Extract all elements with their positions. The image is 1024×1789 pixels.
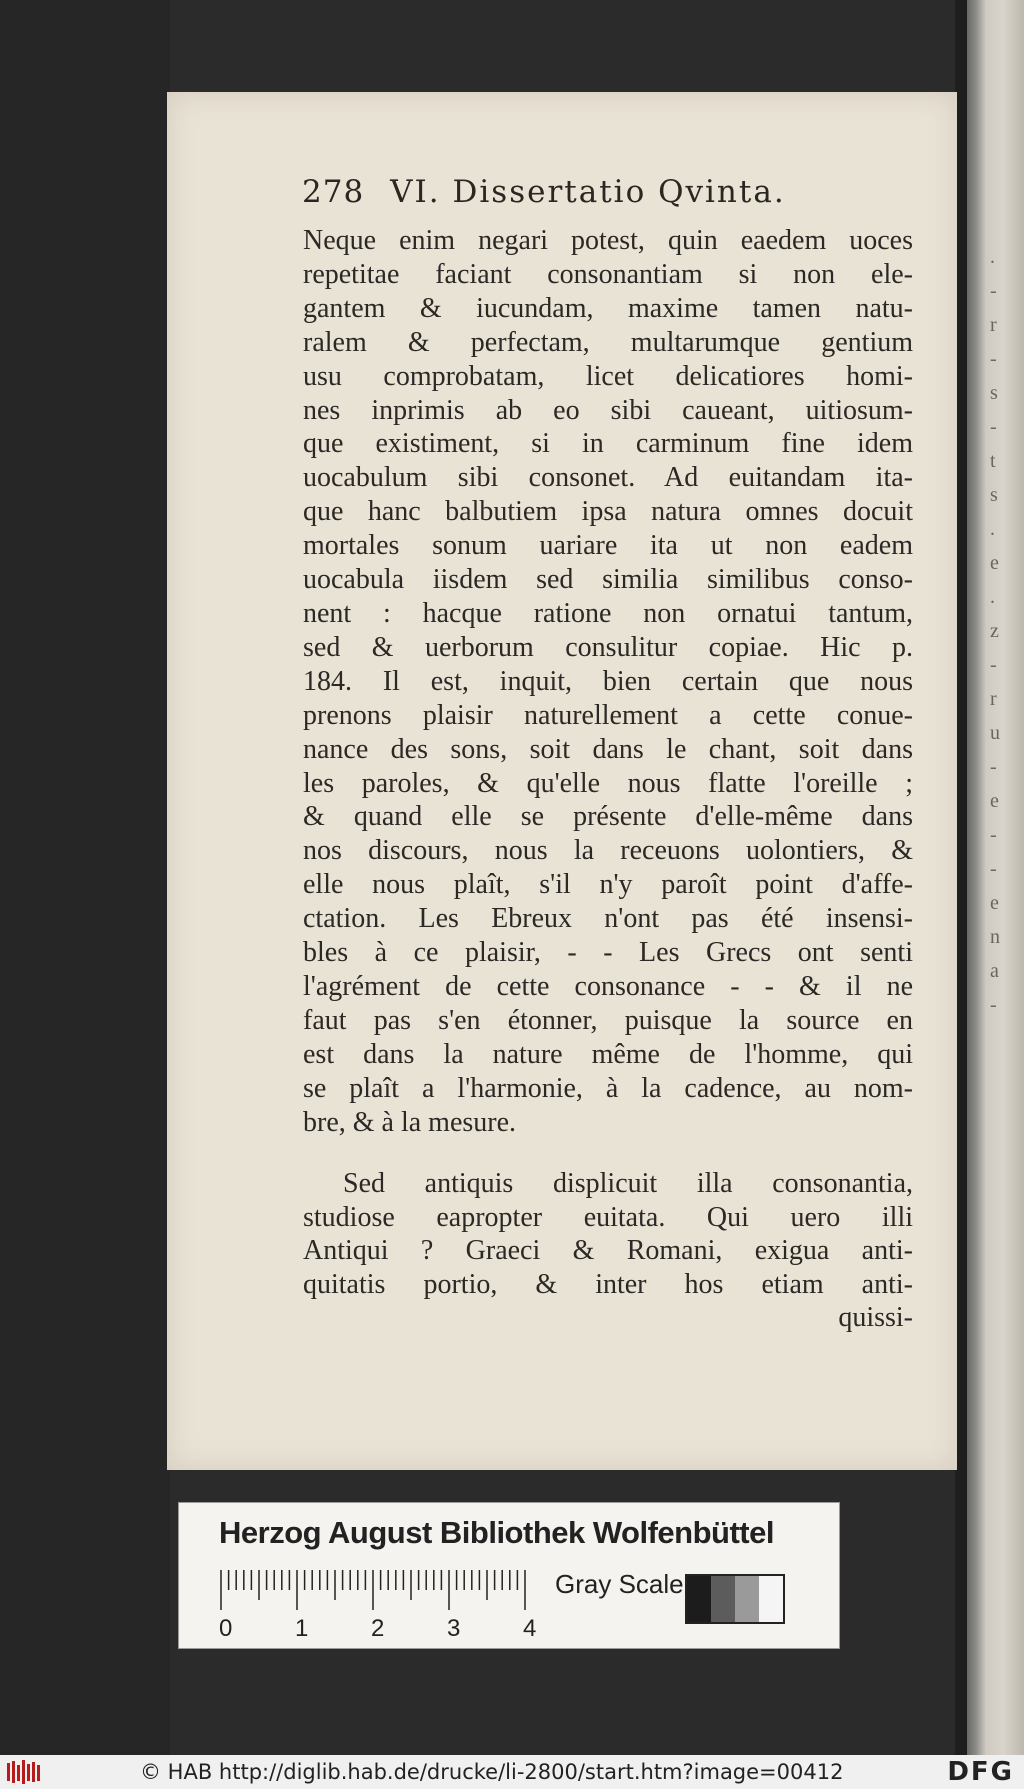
gray-swatch xyxy=(735,1576,759,1622)
ruler-number: 4 xyxy=(523,1615,537,1640)
text-line: se plaît a l'harmonie, à la cadence, au nom- xyxy=(303,1072,913,1104)
text-line: usu comprobatam, licet delicatiores homi- xyxy=(303,360,913,392)
text-line: nos discours, nous la receuons uolontiers, & xyxy=(303,835,913,867)
text-line: repetitae faciant consonantiam si non ele- xyxy=(303,258,913,290)
catchword: quissi- xyxy=(838,1302,913,1334)
text-line: faut pas s'en étonner, puisque la source en xyxy=(303,1004,913,1036)
text-line: uocabula iisdem sed similia similibus conso- xyxy=(303,564,913,596)
paragraph-2 xyxy=(303,1167,913,1335)
running-title: VI. Dissertatio Qvinta. xyxy=(390,174,786,210)
book-page xyxy=(167,92,957,1470)
library-name: Herzog August Bibliothek Wolfenbüttel xyxy=(219,1515,774,1550)
text-line: Antiqui ? Graeci & Romani, exigua anti- xyxy=(303,1235,913,1267)
adjacent-page-text-fragments: . - r - s - t s . e . z - r u - e - - e n a - xyxy=(990,246,1000,1016)
text-line: uocabulum sibi consonet. Ad euitandam ita- xyxy=(303,462,913,494)
running-header xyxy=(302,174,913,210)
text-line: nance des sons, soit dans le chant, soit dans xyxy=(303,733,913,765)
scan-background-left xyxy=(0,0,170,1755)
ruler-number: 3 xyxy=(447,1615,461,1640)
color-calibration-card xyxy=(178,1502,840,1649)
text-line: l'agrément de cette consonance - - & il ne xyxy=(303,970,913,1002)
text-line: que hanc balbutiem ipsa natura omnes docuit xyxy=(303,496,913,528)
text-line: mortales sonum uariare ita ut non eadem xyxy=(303,530,913,562)
page-text-block xyxy=(303,174,913,1335)
gray-swatch xyxy=(687,1576,711,1622)
text-line: sed & uerborum consulitur copiae. Hic p. xyxy=(303,631,913,663)
text-line: 184. Il est, inquit, bien certain que nous xyxy=(303,665,913,697)
text-line: Sed antiquis displicuit illa consonantia, xyxy=(343,1168,913,1200)
ruler-number: 0 xyxy=(219,1615,233,1640)
text-line: prenons plaisir naturellement a cette conue- xyxy=(303,699,913,731)
text-line: bles à ce plaisir, - - Les Grecs ont senti xyxy=(303,937,913,969)
text-line: est dans la nature même de l'homme, qui xyxy=(303,1038,913,1070)
hab-logo-icon xyxy=(6,1759,46,1785)
page-number: 278 xyxy=(302,174,365,210)
paragraph-1 xyxy=(303,224,913,1139)
text-line: studiose eapropter euitata. Qui uero illi xyxy=(303,1201,913,1233)
text-line: gantem & iucundam, maxime tamen natu- xyxy=(303,292,913,324)
text-line: nes inprimis ab eo sibi caueant, uitiosum- xyxy=(303,394,913,426)
copyright-url[interactable]: © HAB http://diglib.hab.de/drucke/li-2800/start.htm?image=00412 xyxy=(140,1760,844,1784)
footer-bar xyxy=(0,1755,1024,1789)
text-line: ralem & perfectam, multarumque gentium xyxy=(303,326,913,358)
text-line: bre, & à la mesure. xyxy=(303,1106,517,1138)
text-line: quitatis portio, & inter hos etiam anti- xyxy=(303,1268,913,1300)
text-line: ctation. Les Ebreux n'ont pas été insensi- xyxy=(303,903,913,935)
ruler-number: 2 xyxy=(371,1615,385,1640)
gray-swatch xyxy=(759,1576,783,1622)
scale-ruler xyxy=(219,1570,539,1640)
dfg-logo: DFG xyxy=(947,1757,1014,1787)
gray-scale-label: Gray Scale xyxy=(555,1569,684,1599)
ruler-number: 1 xyxy=(295,1615,309,1640)
text-line: Neque enim negari potest, quin eaedem uoces xyxy=(303,225,913,256)
text-line: & quand elle se présente d'elle-même dans xyxy=(303,801,913,833)
text-line: elle nous plaît, s'il n'y paroît point d'affe- xyxy=(303,869,913,901)
gray-swatch xyxy=(711,1576,735,1622)
text-line: les paroles, & qu'elle nous flatte l'oreille ; xyxy=(303,767,913,799)
text-line: nent : hacque ratione non ornatui tantum, xyxy=(303,597,913,629)
text-line: que existiment, si in carminum fine idem xyxy=(303,428,913,460)
gray-scale-swatches xyxy=(685,1574,785,1624)
